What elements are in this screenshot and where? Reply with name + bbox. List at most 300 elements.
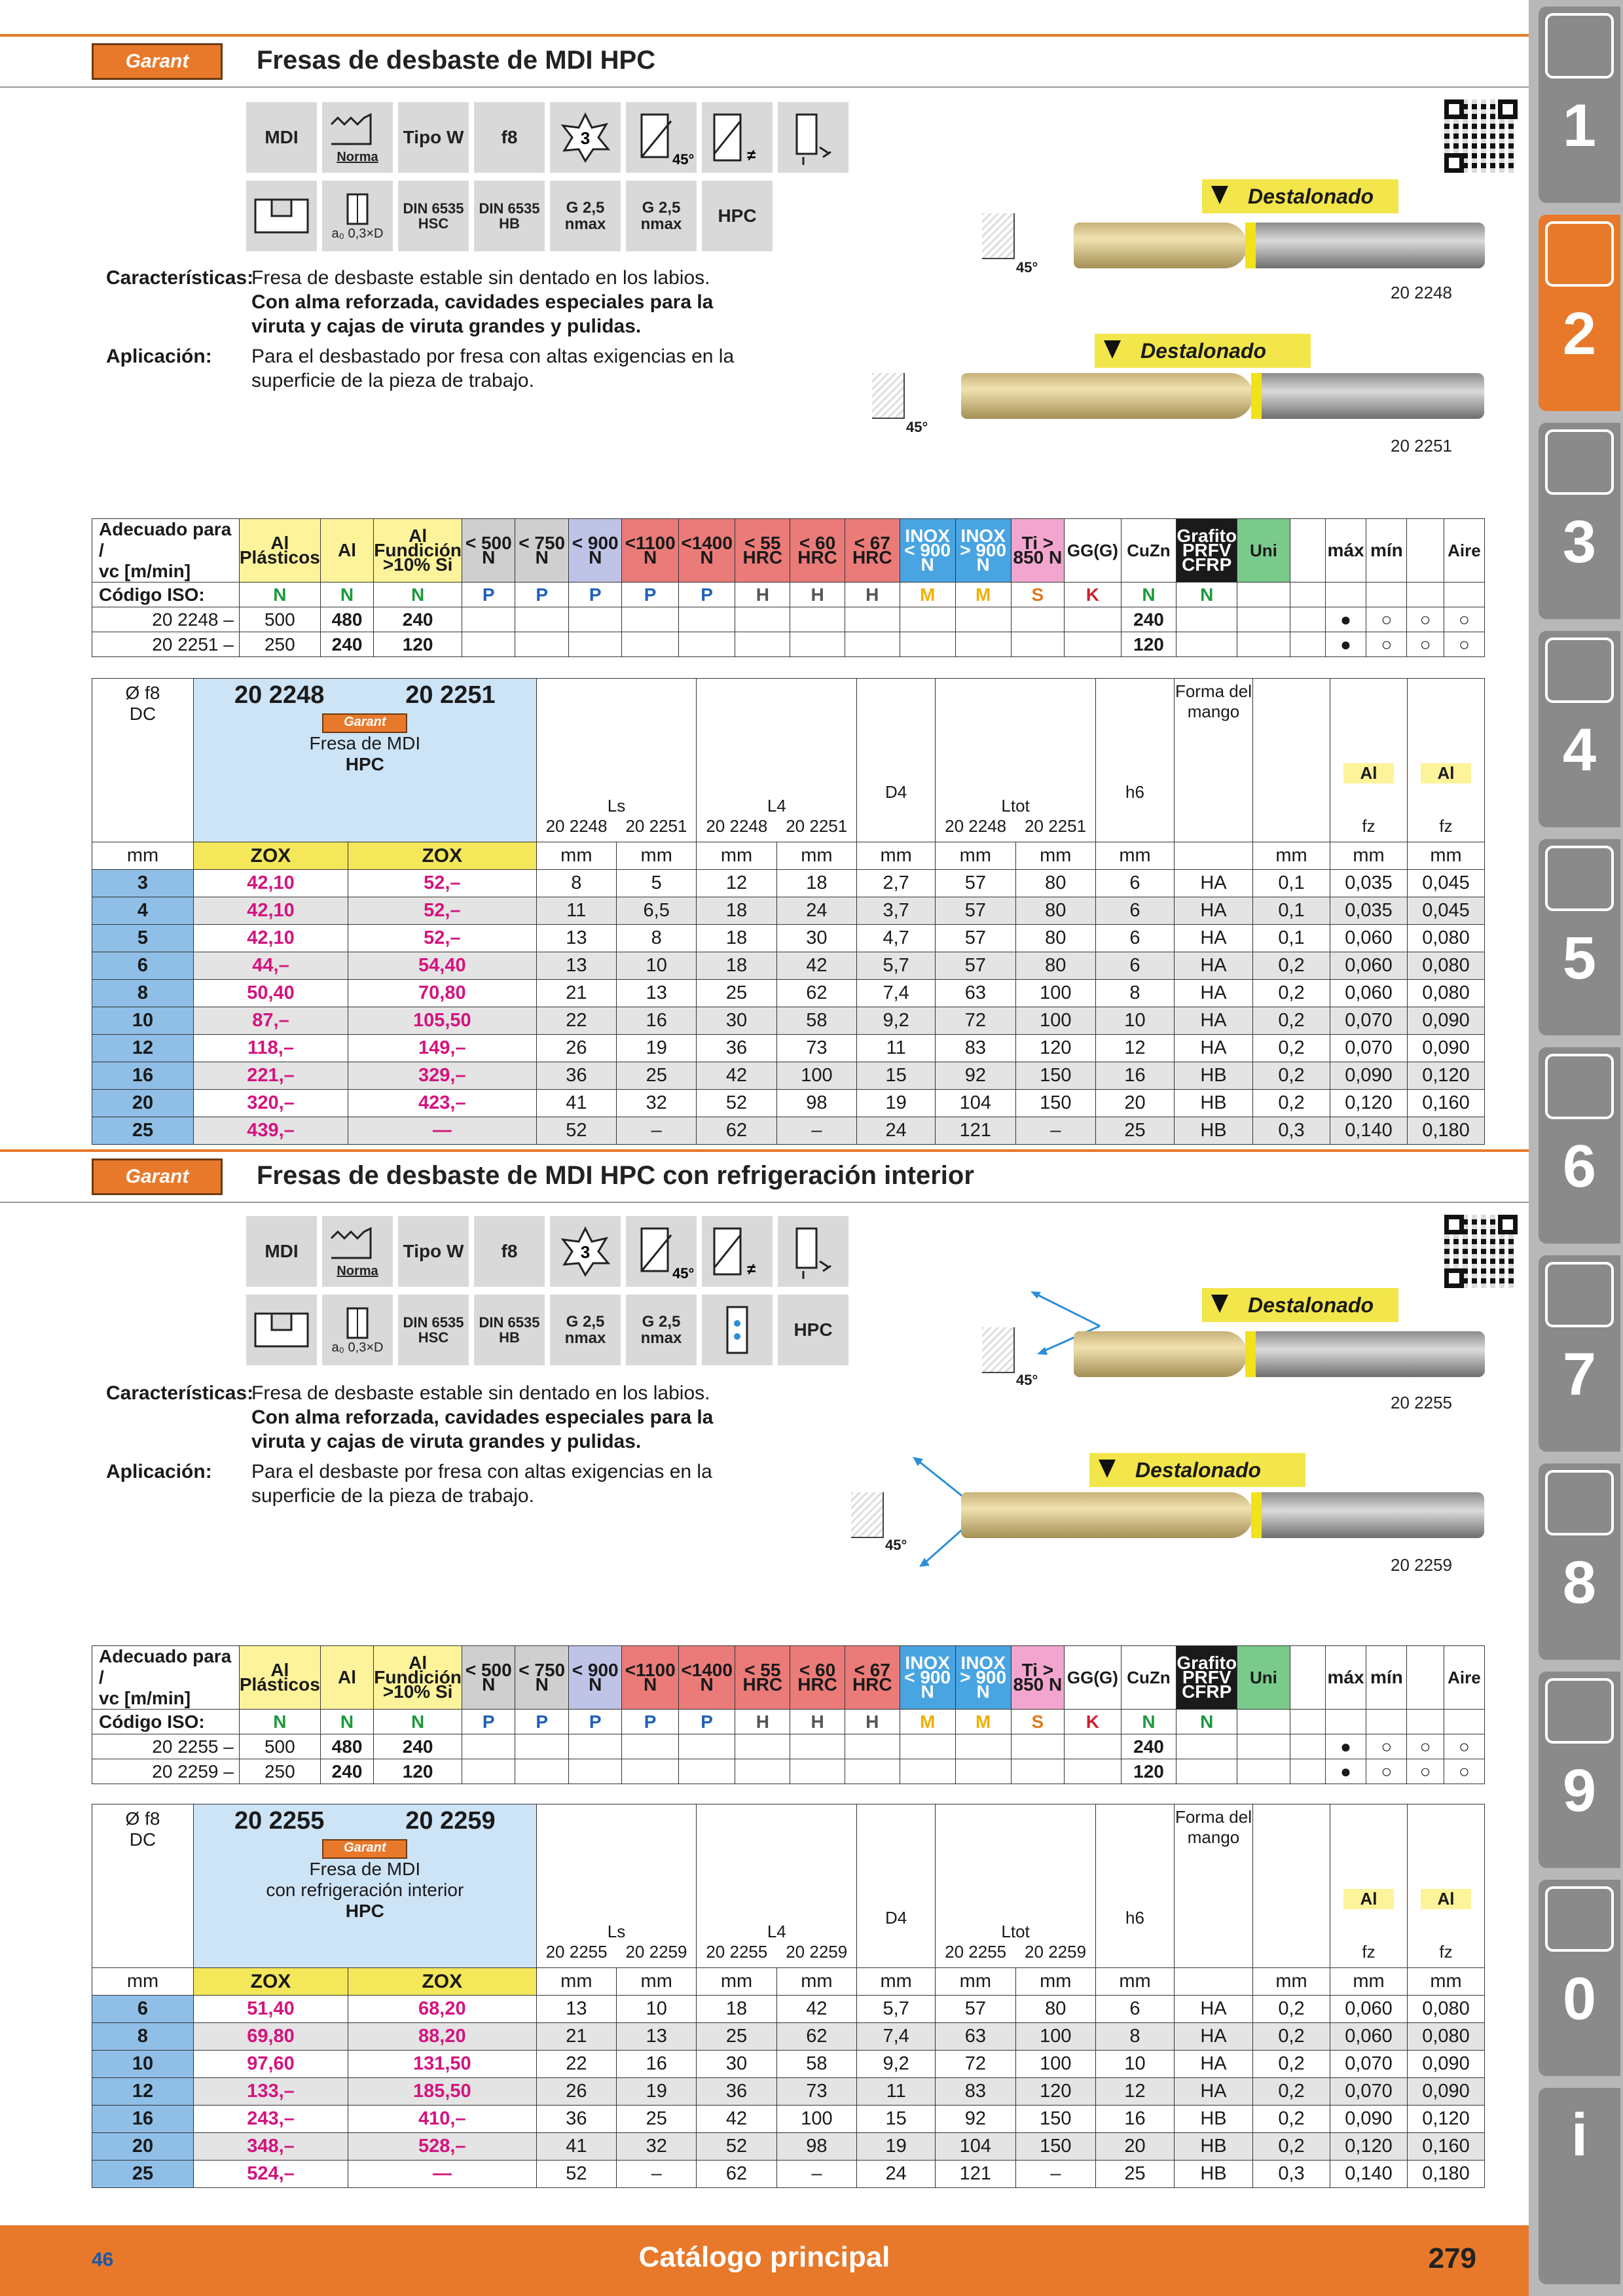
hpc-icon: HPC <box>702 181 773 251</box>
dimension-cell: 62 <box>697 1117 776 1145</box>
caracteristicas-label: Características: <box>106 267 254 289</box>
cutting-speed-cell <box>678 607 735 632</box>
chapter-tab-6[interactable] <box>1539 1047 1620 1244</box>
price-cell[interactable]: 42,10 <box>194 870 348 897</box>
cutting-speed-cell <box>462 632 515 657</box>
dimension-cell: HA <box>1175 2023 1253 2051</box>
cutting-speed-cell <box>845 1759 900 1784</box>
dimension-cell: 72 <box>936 1007 1015 1035</box>
dimension-cell: 0,120 <box>1330 1090 1408 1117</box>
dimension-cell: 0,070 <box>1330 1007 1408 1035</box>
mdi-icon: MDI <box>246 1216 317 1287</box>
table-row <box>92 1062 1485 1090</box>
dimension-cell: 12 <box>1096 1035 1175 1062</box>
chapter-number: 6 <box>1562 1133 1597 1200</box>
chamfer-45-icon <box>626 102 697 173</box>
dimension-table: Ø f8 DC 20 2248 20 2251 Garant Fresa de MDI HPC Ls 20 2248 20 2251 L4 20 2248 20 2251 D4 Ltot 20 2248 20 2251 h6 Forma del mango Al fz Al fz mm ZOX ZOX mm mm mm mm mm mm mm mm mm mm mm 3 42,10 52,– 8 5 12 18 2,7 57 80 6 HA 0,1 0,035 0,045 4 42,10 52,– 11 6,5 18 24 3,7 57 80 6 HA 0,1 0,035 0,045 5 42,10 52,– 13 8 18 30 4,7 57 80 6 HA 0,1 0,060 0,080 6 44,– 54,40 13 10 18 42 5,7 57 80 6 HA 0,2 0,060 0,080 8 50,40 70,80 21 13 25 62 7,4 63 100 8 HA 0,2 0,060 0,080 10 87,– 105,50 22 16 30 58 9,2 72 100 10 HA 0,2 0,070 0,090 12 118,– 149,– 26 19 36 73 11 83 120 12 HA 0,2 0,070 0,090 16 221,– 329,– 36 25 42 100 15 92 150 16 HB 0,2 0,090 0,120 20 320,– 423,– 41 32 52 98 19 104 150 20 HB 0,2 0,120 0,160 25 439,– — 52 – 62 – 24 121 – 25 HB 0,3 0,140 0,180 <box>92 678 1485 1145</box>
table-row <box>92 897 1485 925</box>
dimension-cell: 10 <box>617 952 697 980</box>
dimension-cell: 58 <box>776 2051 856 2078</box>
price-cell[interactable]: 88,20 <box>348 2023 536 2051</box>
diameter-cell: 6 <box>92 952 194 980</box>
diameter-cell: 16 <box>92 1062 194 1090</box>
dimension-cell: 57 <box>936 952 1015 980</box>
dimension-cell: 58 <box>776 1007 856 1035</box>
dimension-cell: 13 <box>617 2023 697 2051</box>
dimension-cell: 5,7 <box>857 952 936 980</box>
price-cell[interactable]: — <box>348 2161 536 2188</box>
coolant-cell: ● <box>1325 1734 1366 1759</box>
dimension-cell: HB <box>1175 1090 1253 1117</box>
cutting-speed-cell <box>845 632 900 657</box>
dimension-cell: 0,080 <box>1408 2023 1485 2051</box>
price-cell[interactable]: 133,– <box>194 2078 348 2106</box>
dimension-cell: HA <box>1175 925 1253 952</box>
chapter-tab-info[interactable] <box>1539 2088 1620 2284</box>
table-row <box>92 870 1485 897</box>
chapter-tab-9[interactable] <box>1539 1672 1620 1868</box>
dimension-cell: 100 <box>776 1062 856 1090</box>
aplicacion-text: Para el desbaste por fresa con altas exigencias en la superficie de la pieza de trabajo. <box>251 1461 712 1507</box>
dimension-cell: 16 <box>617 2051 697 2078</box>
dimension-cell: 80 <box>1015 897 1095 925</box>
dimension-cell: 13 <box>617 980 697 1007</box>
chapter-tab-3[interactable] <box>1539 423 1620 619</box>
balance-g25-icon-2: G 2,5 nmax <box>626 1295 697 1365</box>
price-cell[interactable]: 243,– <box>194 2106 348 2133</box>
chapter-icon <box>1545 1678 1614 1744</box>
dimension-cell: 0,045 <box>1408 897 1485 925</box>
cutting-speed-cell <box>622 632 678 657</box>
dimension-cell: 150 <box>1015 1090 1095 1117</box>
dimension-cell: 22 <box>536 2051 616 2078</box>
table-row <box>92 2106 1485 2133</box>
dimension-cell: 30 <box>697 1007 776 1035</box>
chapter-tab-8[interactable] <box>1539 1463 1620 1660</box>
section-title: Fresas de desbaste de MDI HPC con refrigeración interior <box>257 1161 974 1190</box>
cutting-speed-cell <box>1065 632 1122 657</box>
diameter-cell: 6 <box>92 1996 194 2023</box>
dimension-cell: – <box>776 1117 856 1145</box>
cutting-speed-cell <box>735 607 790 632</box>
dimension-cell: 8 <box>617 925 697 952</box>
cutting-speed-cell <box>955 607 1011 632</box>
material-row <box>92 1759 1485 1784</box>
dimension-cell: 15 <box>857 2106 936 2133</box>
dimension-cell: 121 <box>936 1117 1015 1145</box>
cutting-speed-cell: 120 <box>1121 1759 1176 1784</box>
garant-logo: Garant <box>92 1158 223 1195</box>
dimension-cell: 20 <box>1096 1090 1175 1117</box>
din-6535-hb-icon: DIN 6535 HB <box>474 1295 545 1365</box>
cutting-speed-cell <box>622 607 678 632</box>
dimension-cell: HA <box>1175 1996 1253 2023</box>
cutting-speed-cell <box>955 1759 1011 1784</box>
dimension-cell: 0,2 <box>1253 1090 1330 1117</box>
dimension-cell: 9,2 <box>857 1007 936 1035</box>
price-cell[interactable]: 52,– <box>348 870 536 897</box>
plunge-icon <box>778 1216 848 1287</box>
chapter-tab-7[interactable] <box>1539 1255 1620 1452</box>
dimension-cell: 42 <box>776 1996 856 2023</box>
caracteristicas-text: Fresa de desbaste estable sin dentado en los labios. Con alma reforzada, cavidades especiales para la viruta y cajas de viruta grandes y pulidas. <box>251 1382 714 1452</box>
table-row <box>92 1090 1485 1117</box>
dimension-cell: 11 <box>857 1035 936 1062</box>
dimension-cell: 100 <box>776 2106 856 2133</box>
tipo-w-icon: Tipo W <box>398 102 469 173</box>
din-6535-hsc-icon: DIN 6535 HSC <box>398 1295 469 1365</box>
chapter-tab-0[interactable] <box>1539 1880 1620 2076</box>
dimension-cell: 92 <box>936 2106 1015 2133</box>
dimension-cell: 0,035 <box>1330 870 1408 897</box>
chapter-tab-2[interactable] <box>1539 215 1620 411</box>
dimension-cell: 0,140 <box>1330 2161 1408 2188</box>
cutting-speed-cell <box>515 632 568 657</box>
cutting-speed-cell <box>1237 632 1290 657</box>
cutting-speed-cell <box>462 1759 515 1784</box>
diameter-cell: 3 <box>92 870 194 897</box>
coolant-cell: ○ <box>1444 1734 1484 1759</box>
price-cell[interactable]: 329,– <box>348 1062 536 1090</box>
dimension-cell: 36 <box>536 1062 616 1090</box>
cutting-speed-cell <box>1011 1734 1064 1759</box>
table-row <box>92 1117 1485 1145</box>
caracteristicas-label: Características: <box>106 1382 254 1404</box>
cutting-speed-cell <box>1065 1734 1122 1759</box>
flutes-icon <box>550 1216 621 1287</box>
price-cell[interactable]: 54,40 <box>348 952 536 980</box>
page-number-right: 279 <box>1428 2242 1476 2274</box>
diameter-cell: 8 <box>92 980 194 1007</box>
dimension-cell: 19 <box>857 2133 936 2161</box>
dimension-cell: 63 <box>936 2023 1015 2051</box>
dimension-cell: 16 <box>1096 2106 1175 2133</box>
price-cell[interactable]: 320,– <box>194 1090 348 1117</box>
tool-image-202255 <box>1074 1325 1486 1384</box>
chapter-number: 9 <box>1562 1757 1597 1824</box>
dimension-cell: 57 <box>936 897 1015 925</box>
table-row <box>92 1035 1485 1062</box>
article-code: 20 2251 – <box>92 632 240 657</box>
cutting-speed-cell <box>622 1759 678 1784</box>
dimension-cell: 36 <box>697 1035 776 1062</box>
dimension-cell: 0,2 <box>1253 1007 1330 1035</box>
dimension-cell: 42 <box>697 1062 776 1090</box>
aplicacion-label: Aplicación: <box>106 346 212 367</box>
coolant-cell: ○ <box>1407 1734 1444 1759</box>
chapter-number: i <box>1571 2102 1588 2168</box>
price-cell[interactable]: 185,50 <box>348 2078 536 2106</box>
price-cell[interactable]: 68,20 <box>348 1996 536 2023</box>
page-footer <box>0 2225 1529 2296</box>
section-top-rule <box>0 1149 1529 1152</box>
dimension-cell: 0,080 <box>1408 980 1485 1007</box>
svg-text:3: 3 <box>580 128 591 148</box>
dimension-cell: – <box>1015 2161 1095 2188</box>
dimension-cell: 25 <box>617 1062 697 1090</box>
dimension-cell: 83 <box>936 2078 1015 2106</box>
dimension-cell: – <box>617 2161 697 2188</box>
price-cell[interactable]: 44,– <box>194 952 348 980</box>
dimension-cell: 0,2 <box>1253 1996 1330 2023</box>
caracteristicas-text: Fresa de desbaste estable sin dentado en los labios. Con alma reforzada, cavidades especiales para la viruta y cajas de viruta grandes y pulidas. <box>251 267 714 337</box>
dimension-cell: 42 <box>776 952 856 980</box>
dimension-cell: 0,160 <box>1408 2133 1485 2161</box>
price-cell[interactable]: 348,– <box>194 2133 348 2161</box>
price-cell[interactable]: 524,– <box>194 2161 348 2188</box>
dimension-cell: 104 <box>936 1090 1015 1117</box>
dimension-cell: 6 <box>1096 870 1175 897</box>
cutting-speed-cell <box>1011 1759 1064 1784</box>
chapter-icon <box>1545 429 1614 495</box>
cutting-speed-cell <box>790 632 845 657</box>
dimension-cell: 0,045 <box>1408 870 1485 897</box>
article-header: 20 2255 20 2259 Garant Fresa de MDI con refrigeración interior HPC <box>194 1804 537 1968</box>
cutting-speed-cell <box>735 1759 790 1784</box>
cutting-speed-cell <box>462 607 515 632</box>
din-6535-hb-icon: DIN 6535 HB <box>474 181 545 251</box>
dimension-cell: 0,3 <box>1253 2161 1330 2188</box>
cutting-speed-cell <box>678 1734 735 1759</box>
price-cell[interactable]: 131,50 <box>348 2051 536 2078</box>
cutting-speed-cell: 480 <box>320 607 373 632</box>
cutting-speed-cell <box>735 1734 790 1759</box>
diameter-cell: 25 <box>92 2161 194 2188</box>
price-cell[interactable]: 52,– <box>348 897 536 925</box>
dimension-cell: 100 <box>1015 2023 1095 2051</box>
cutting-speed-cell <box>515 1759 568 1784</box>
dimension-cell: 30 <box>776 925 856 952</box>
tool-image-202251 <box>961 367 1485 425</box>
f8-icon: f8 <box>474 1216 545 1287</box>
table-row <box>92 2133 1485 2161</box>
coolant-cell: ○ <box>1366 632 1407 657</box>
diameter-cell: 16 <box>92 2106 194 2133</box>
dimension-cell: 13 <box>536 952 616 980</box>
coolant-cell: ● <box>1325 607 1366 632</box>
din-6535-hsc-icon: DIN 6535 HSC <box>398 181 469 251</box>
chapter-tab-1[interactable] <box>1539 7 1620 203</box>
price-cell[interactable]: 423,– <box>348 1090 536 1117</box>
price-cell[interactable]: 42,10 <box>194 925 348 952</box>
coolant-cell: ○ <box>1366 1734 1407 1759</box>
chapter-icon <box>1545 1470 1614 1535</box>
dimension-cell: 0,160 <box>1408 1090 1485 1117</box>
unequal-pitch-icon <box>702 1216 773 1287</box>
chapter-icon <box>1545 221 1614 287</box>
diameter-cell: 10 <box>92 2051 194 2078</box>
dimension-cell: 8 <box>1096 2023 1175 2051</box>
dimension-cell: 57 <box>936 1996 1015 2023</box>
dimension-cell: 80 <box>1015 1996 1095 2023</box>
price-cell[interactable]: 97,60 <box>194 2051 348 2078</box>
dimension-table: Ø f8 DC 20 2255 20 2259 Garant Fresa de MDI con refrigeración interior HPC Ls 20 2255 20 2259 L4 20 2255 20 2259 D4 Ltot 20 2255 20 2259 h6 Forma del mango Al fz Al fz mm ZOX ZOX mm mm mm mm mm mm mm mm mm mm mm 6 51,40 68,20 13 10 18 42 5,7 57 80 6 HA 0,2 0,060 0,080 8 69,80 88,20 21 13 25 62 7,4 63 100 8 HA 0,2 0,060 0,080 10 97,60 131,50 22 16 30 58 9,2 72 100 10 HA 0,2 0,070 0,090 12 133,– 185,50 26 19 36 73 11 83 120 12 HA 0,2 0,070 0,090 16 243,– 410,– 36 25 42 100 15 92 150 16 HB 0,2 0,090 0,120 20 348,– 528,– 41 32 52 98 19 104 150 20 HB 0,2 0,120 0,160 25 524,– — 52 – 62 – 24 121 – 25 HB 0,3 0,140 0,180 <box>92 1804 1485 2188</box>
dimension-cell: 0,080 <box>1408 925 1485 952</box>
dimension-cell: 100 <box>1015 980 1095 1007</box>
dimension-cell: 20 <box>1096 2133 1175 2161</box>
tool-code-label: 20 2251 <box>1391 436 1452 456</box>
cutting-speed-cell <box>790 607 845 632</box>
flutes-icon <box>550 102 621 173</box>
dimension-cell: 0,180 <box>1408 2161 1485 2188</box>
section-title: Fresas de desbaste de MDI HPC <box>257 46 656 75</box>
material-row <box>92 1734 1485 1759</box>
corner-45-icon <box>982 1327 1015 1373</box>
cutting-speed-cell <box>1176 632 1237 657</box>
dimension-cell: 22 <box>536 1007 616 1035</box>
price-cell[interactable]: 52,– <box>348 925 536 952</box>
coolant-cell: ○ <box>1407 607 1444 632</box>
dimension-cell: 0,120 <box>1408 2106 1485 2133</box>
dimension-cell: 120 <box>1015 1035 1095 1062</box>
garant-logo-small: Garant <box>322 713 407 733</box>
section-divider <box>0 86 1529 88</box>
cutting-speed-cell: 500 <box>239 607 320 632</box>
dimension-cell: 0,090 <box>1408 2051 1485 2078</box>
dimension-cell: 18 <box>776 870 856 897</box>
price-cell[interactable]: 439,– <box>194 1117 348 1145</box>
cutting-speed-cell <box>790 1759 845 1784</box>
dimension-cell: 26 <box>536 2078 616 2106</box>
cutting-speed-cell <box>678 632 735 657</box>
dimension-cell: 42 <box>697 2106 776 2133</box>
cutting-speed-cell <box>1011 632 1064 657</box>
dimension-cell: 52 <box>697 2133 776 2161</box>
coolant-cell: ● <box>1325 632 1366 657</box>
dimension-cell: HB <box>1175 1117 1253 1145</box>
angle-label: 45° <box>1016 1372 1038 1388</box>
cutting-speed-cell <box>568 632 621 657</box>
dimension-cell: 62 <box>697 2161 776 2188</box>
price-cell[interactable]: 50,40 <box>194 980 348 1007</box>
dimension-cell: 25 <box>697 980 776 1007</box>
dimension-cell: 52 <box>697 1090 776 1117</box>
price-cell[interactable]: 70,80 <box>348 980 536 1007</box>
price-cell[interactable]: — <box>348 1117 536 1145</box>
material-row <box>92 632 1485 657</box>
angle-label: 45° <box>1016 259 1038 276</box>
dimension-cell: 18 <box>697 952 776 980</box>
dimension-cell: 0,080 <box>1408 1996 1485 2023</box>
dimension-cell: 6 <box>1096 1996 1175 2023</box>
chapter-icon <box>1545 846 1614 911</box>
dimension-cell: 57 <box>936 870 1015 897</box>
dimension-cell: – <box>1015 1117 1095 1145</box>
dimension-cell: 73 <box>776 2078 856 2106</box>
cutting-speed-cell: 240 <box>1121 1734 1176 1759</box>
coolant-cell: ● <box>1325 1759 1366 1784</box>
dimension-cell: 21 <box>536 980 616 1007</box>
chapter-tab-5[interactable] <box>1539 839 1620 1035</box>
cutting-speed-cell: 480 <box>320 1734 373 1759</box>
dimension-cell: 30 <box>697 2051 776 2078</box>
qr-code[interactable] <box>1444 99 1518 173</box>
chapter-number: 0 <box>1562 1965 1597 2032</box>
chapter-number: 2 <box>1562 300 1597 367</box>
dimension-cell: 6 <box>1096 925 1175 952</box>
dimension-cell: 0,035 <box>1330 897 1408 925</box>
cutting-speed-cell <box>955 632 1011 657</box>
dimension-cell: 12 <box>1096 2078 1175 2106</box>
slot-icon <box>246 181 317 251</box>
dimension-cell: HA <box>1175 1035 1253 1062</box>
coolant-cell: ○ <box>1366 1759 1407 1784</box>
dimension-cell: 32 <box>617 2133 697 2161</box>
price-cell[interactable]: 105,50 <box>348 1007 536 1035</box>
price-cell[interactable]: 118,– <box>194 1035 348 1062</box>
qr-code[interactable] <box>1444 1215 1518 1288</box>
price-cell[interactable]: 42,10 <box>194 897 348 925</box>
dimension-cell: HA <box>1175 980 1253 1007</box>
dimension-cell: 5,7 <box>857 1996 936 2023</box>
dimension-cell: 10 <box>1096 2051 1175 2078</box>
dimension-cell: HA <box>1175 952 1253 980</box>
dimension-cell: 52 <box>536 2161 616 2188</box>
svg-text:45°: 45° <box>672 151 695 168</box>
table-row <box>92 1007 1485 1035</box>
dimension-cell: 24 <box>776 897 856 925</box>
dimension-cell: 15 <box>857 1062 936 1090</box>
balance-g25-icon-1: G 2,5 nmax <box>550 181 621 251</box>
dimension-cell: 12 <box>697 870 776 897</box>
price-cell[interactable]: 221,– <box>194 1062 348 1090</box>
cutting-speed-cell <box>790 1734 845 1759</box>
dimension-rows <box>92 870 1485 1145</box>
table-row <box>92 952 1485 980</box>
cutting-speed-cell <box>845 607 900 632</box>
cutting-speed-cell <box>1065 607 1122 632</box>
dimension-cell: HB <box>1175 2161 1253 2188</box>
price-cell[interactable]: 51,40 <box>194 1996 348 2023</box>
dimension-cell: 0,2 <box>1253 2133 1330 2161</box>
chapter-icon <box>1545 637 1614 703</box>
chapter-number: 4 <box>1562 717 1597 783</box>
dimension-cell: 18 <box>697 925 776 952</box>
chapter-tab-4[interactable] <box>1539 631 1620 827</box>
balance-g25-icon-2: G 2,5 nmax <box>626 181 697 251</box>
coolant-cell: ○ <box>1407 632 1444 657</box>
dimension-cell: 7,4 <box>857 2023 936 2051</box>
diameter-cell: 10 <box>92 1007 194 1035</box>
chapter-icon <box>1545 1054 1614 1119</box>
dimension-cell: 0,090 <box>1330 2106 1408 2133</box>
dimension-cell: 7,4 <box>857 980 936 1007</box>
dimension-cell: 0,090 <box>1330 1062 1408 1090</box>
dimension-cell: HB <box>1175 2133 1253 2161</box>
price-cell[interactable]: 528,– <box>348 2133 536 2161</box>
angle-label: 45° <box>885 1537 907 1553</box>
article-code: 20 2248 – <box>92 607 240 632</box>
diameter-cell: 4 <box>92 897 194 925</box>
price-cell[interactable]: 69,80 <box>194 2023 348 2051</box>
price-cell[interactable]: 149,– <box>348 1035 536 1062</box>
dimension-cell: 150 <box>1015 1062 1095 1090</box>
hpc-icon: HPC <box>778 1295 848 1365</box>
table-row <box>92 1996 1485 2023</box>
corner-45-icon <box>982 213 1015 259</box>
price-cell[interactable]: 87,– <box>194 1007 348 1035</box>
page-number-left: 46 <box>92 2249 114 2270</box>
price-cell[interactable]: 410,– <box>348 2106 536 2133</box>
dimension-cell: 2,7 <box>857 870 936 897</box>
coolant-cell: ○ <box>1444 632 1484 657</box>
tool-code-label: 20 2259 <box>1391 1555 1452 1575</box>
dimension-cell: 32 <box>617 1090 697 1117</box>
destalonado-label-2: Destalonado <box>1095 334 1311 368</box>
dimension-cell: HB <box>1175 2106 1253 2133</box>
dimension-cell: HA <box>1175 1007 1253 1035</box>
aplicacion-label: Aplicación: <box>106 1461 212 1482</box>
